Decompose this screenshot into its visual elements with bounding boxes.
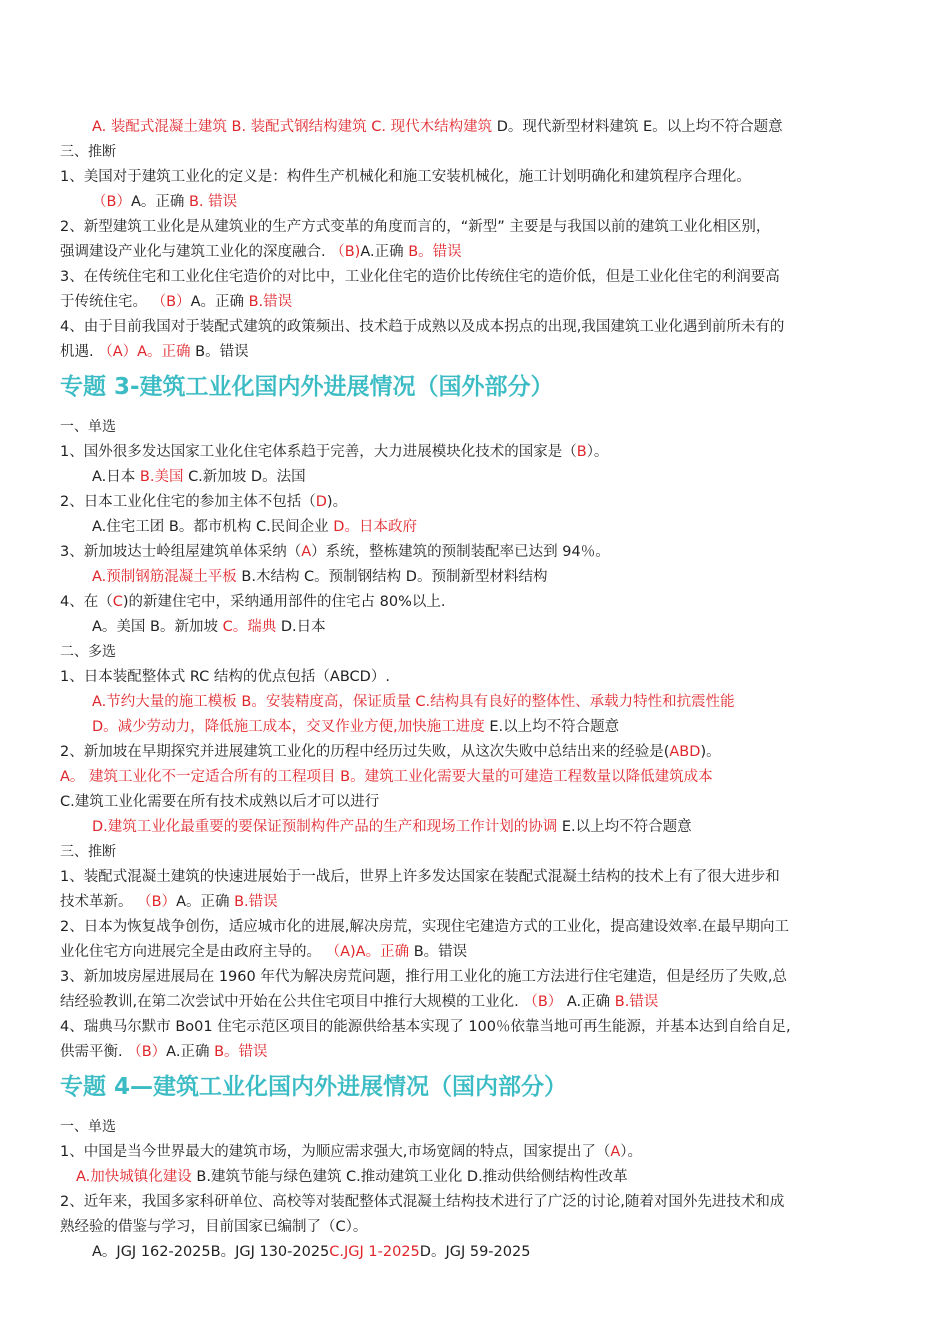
body-text: 业化住宅方向进展完全是由政府主导的。 <box>60 944 326 960</box>
answer-text: B。错误 <box>408 244 462 260</box>
question-line <box>60 165 900 190</box>
answer-text: A. 装配式混凝土建筑 B. 装配式钢结构建筑 C. 现代木结构建筑 <box>92 119 497 135</box>
option-line <box>92 690 900 715</box>
section-heading-judgment <box>60 140 900 165</box>
question-line <box>60 590 900 615</box>
body-text: 2、日本工业化住宅的参加主体不包括（ <box>60 494 316 510</box>
answer-text: B.美国 <box>139 469 189 485</box>
answer-text: ABD <box>669 744 701 760</box>
option-line <box>92 565 900 590</box>
body-text: 2、新型建筑工业化是从建筑业的生产方式变革的角度而言的，“新型” 主要是与我国以前的建筑工业化相区别， <box>60 219 771 235</box>
question-line <box>60 490 900 515</box>
body-text: A.正确 <box>360 244 409 260</box>
body-text: A.日本 <box>92 469 140 485</box>
answer-text: （A)A。正确 <box>325 944 414 960</box>
question-line <box>60 240 900 265</box>
question-line <box>60 290 900 315</box>
body-text: 1、日本装配整体式 RC 结构的优点包括（ABCD）. <box>60 669 390 685</box>
answer-text: D。减少劳动力，降低施工成本，交叉作业方便,加快施工进度 <box>92 719 490 735</box>
body-text: E.以上均不符合题意 <box>489 719 620 735</box>
option-line <box>92 815 900 840</box>
body-text: )的新建住宅中，采纳通用部件的住宅占 80%以上. <box>122 594 446 610</box>
body-text: 于传统住宅。 <box>60 294 152 310</box>
answer-text: D.建筑工业化最重要的要保证预制构件产品的生产和现场工作计划的协调 <box>92 819 562 835</box>
question-line <box>60 440 900 465</box>
question-line <box>60 315 900 340</box>
body-text: A.正确 <box>566 994 615 1010</box>
answer-text: A.预制钢筋混凝土平板 <box>92 569 242 585</box>
answer-text: A <box>610 1144 621 1160</box>
body-text: A。正确 <box>176 894 235 910</box>
answer-text: D。日本政府 <box>333 519 417 535</box>
body-text: 技术革新。 <box>60 894 138 910</box>
body-text: A。正确 <box>130 194 189 210</box>
option-line <box>92 115 900 140</box>
option-line <box>60 765 900 790</box>
body-text: 二、多选 <box>60 644 116 660</box>
option-line <box>76 1165 900 1190</box>
question-line <box>60 865 900 890</box>
body-text: 4、瑞典马尔默市 Bo01 住宅示范区项目的能源供给基本实现了 100％依靠当地可再生能源，并基本达到自给自足, <box>60 1019 791 1035</box>
answer-text: A <box>301 544 312 560</box>
answer-text: （B) <box>330 244 361 260</box>
body-text: 1、装配式混凝土建筑的快速进展始于一战后，世界上许多发达国家在装配式混凝土结构的技术上有了很大进步和 <box>60 869 780 885</box>
question-line <box>60 1215 900 1240</box>
body-text: 三、推断 <box>60 844 116 860</box>
body-text: 1、美国对于建筑工业化的定义是：构件生产机械化和施工安装机械化，施工计划明确化和建筑程序合理化。 <box>60 169 751 185</box>
body-text: 3、新加坡达士岭组屋建筑单体采纳（ <box>60 544 302 560</box>
body-text: B.建筑节能与绿色建筑 C.推动建筑工业化 D.推动供给侧结构性改革 <box>196 1169 628 1185</box>
answer-text: （A）A。正确 <box>98 344 196 360</box>
question-line <box>60 940 900 965</box>
body-text: C.新加坡 D。法国 <box>188 469 306 485</box>
body-text: 一、单选 <box>60 1119 116 1135</box>
body-text: 1、中国是当今世界最大的建筑市场，为顺应需求强大,市场宽阔的特点，国家提出了（ <box>60 1144 611 1160</box>
option-line <box>60 790 900 815</box>
body-text: A。正确 <box>190 294 249 310</box>
body-text: ）。 <box>586 444 609 460</box>
section-heading-single <box>60 415 900 440</box>
body-text: E.以上均不符合题意 <box>561 819 692 835</box>
answer-text: A.节约大量的施工模板 B。安装精度高，保证质量 C.结构具有良好的整体性、承载力特性和抗震性能 <box>92 694 735 710</box>
answer-text: C <box>112 594 123 610</box>
body-text: 2、新加坡在早期探究并进展建筑工业化的历程中经历过失败，从这次失败中总结出来的经验是( <box>60 744 670 760</box>
question-line <box>60 965 900 990</box>
question-line <box>60 215 900 240</box>
body-text: B.木结构 C。预制钢结构 D。预制新型材料结构 <box>241 569 548 585</box>
body-text: 一、单选 <box>60 419 116 435</box>
option-line <box>92 615 900 640</box>
body-text: 机遇. <box>60 344 99 360</box>
question-line <box>60 740 900 765</box>
body-text: D。JGJ 59-2025 <box>419 1244 531 1260</box>
body-text: 熟经验的借鉴与学习，目前国家已编制了（C）。 <box>60 1219 368 1235</box>
body-text: 2、日本为恢复战争创伤，适应城市化的进展,解决房荒，实现住宅建造方式的工业化，提高建设效率.在最早期向工 <box>60 919 789 935</box>
body-text: 3、在传统住宅和工业化住宅造价的对比中，工业化住宅的造价比传统住宅的造价低，但是工业化住宅的利润要高 <box>60 269 780 285</box>
body-text: A.住宅工团 B。都市机构 C.民间企业 <box>92 519 334 535</box>
body-text: D.日本 <box>280 619 326 635</box>
body-text: 4、由于目前我国对于装配式建筑的政策频出、技术趋于成熟以及成本拐点的出现,我国建筑工业化遇到前所未有的 <box>60 319 785 335</box>
topic-heading: 专题 4—建筑工业化国内外进展情况（国内部分） <box>60 1074 568 1100</box>
answer-text: （B） <box>137 894 177 910</box>
body-text: ）系统，整栋建筑的预制装配率已达到 94％。 <box>311 544 610 560</box>
question-line <box>60 1040 900 1065</box>
question-line <box>60 1140 900 1165</box>
answer-text: C。瑞典 <box>222 619 281 635</box>
option-line <box>92 465 900 490</box>
option-line <box>92 1240 900 1265</box>
topic-heading: 专题 3-建筑工业化国内外进展情况（国外部分） <box>60 374 554 400</box>
body-text: 供需平衡. <box>60 1044 128 1060</box>
option-line <box>92 515 900 540</box>
body-text: ）。 <box>620 1144 643 1160</box>
body-text: 4、在（ <box>60 594 113 610</box>
answer-line <box>92 190 900 215</box>
answer-text: B。错误 <box>214 1044 268 1060</box>
question-line <box>60 1190 900 1215</box>
answer-text: B. 错误 <box>188 194 238 210</box>
question-line <box>60 890 900 915</box>
body-text: A。美国 B。新加坡 <box>92 619 223 635</box>
body-text: 1、国外很多发达国家工业化住宅体系趋于完善，大力进展模块化技术的国家是（ <box>60 444 577 460</box>
question-line <box>60 915 900 940</box>
answer-text: B <box>576 444 587 460</box>
question-line <box>60 265 900 290</box>
answer-text: （B） <box>523 994 567 1010</box>
body-text: 3、新加坡房屋进展局在 1960 年代为解决房荒问题，推行用工业化的施工方法进行住宅建造，但是经历了失败,总 <box>60 969 787 985</box>
body-text: B。错误 <box>195 344 249 360</box>
answer-text: （B） <box>92 194 131 210</box>
answer-text: B.错误 <box>614 994 659 1010</box>
body-text: 强调建设产业化与建筑工业化的深度融合. <box>60 244 331 260</box>
body-text: B。错误 <box>413 944 468 960</box>
answer-text: B.错误 <box>248 294 293 310</box>
question-line <box>60 340 900 365</box>
question-line <box>60 1015 900 1040</box>
section-heading-single <box>60 1115 900 1140</box>
option-line <box>92 715 900 740</box>
section-heading-multi <box>60 640 900 665</box>
body-text: A。JGJ 162-2025B。JGJ 130-2025 <box>92 1244 330 1260</box>
body-text: 三、推断 <box>60 144 116 160</box>
answer-text: （B） <box>127 1044 167 1060</box>
body-text: A.正确 <box>166 1044 215 1060</box>
question-line <box>60 990 900 1015</box>
body-text: C.建筑工业化需要在所有技术成熟以后才可以进行 <box>60 794 380 810</box>
body-text: D。现代新型材料建筑 E。以上均不符合题意 <box>496 119 783 135</box>
question-line <box>60 540 900 565</box>
question-line <box>60 665 900 690</box>
answer-text: （B） <box>151 294 191 310</box>
answer-text: D <box>315 494 327 510</box>
answer-text: B.错误 <box>234 894 278 910</box>
body-text: )。 <box>326 494 348 510</box>
section-heading-judgment <box>60 840 900 865</box>
body-text: 结经验教训,在第二次尝试中开始在公共住宅项目中推行大规模的工业化. <box>60 994 524 1010</box>
body-text: 2、近年来，我国多家科研单位、高校等对装配整体式混凝土结构技术进行了广泛的讨论,随着对国外先进技术和成 <box>60 1194 785 1210</box>
body-text: )。 <box>700 744 721 760</box>
answer-text: A.加快城镇化建设 <box>76 1169 197 1185</box>
answer-text: A。 建筑工业化不一定适合所有的工程项目 B。建筑工业化需要大量的可建造工程数量以降低建筑成本 <box>60 769 713 785</box>
answer-text: C.JGJ 1-2025 <box>329 1244 420 1260</box>
